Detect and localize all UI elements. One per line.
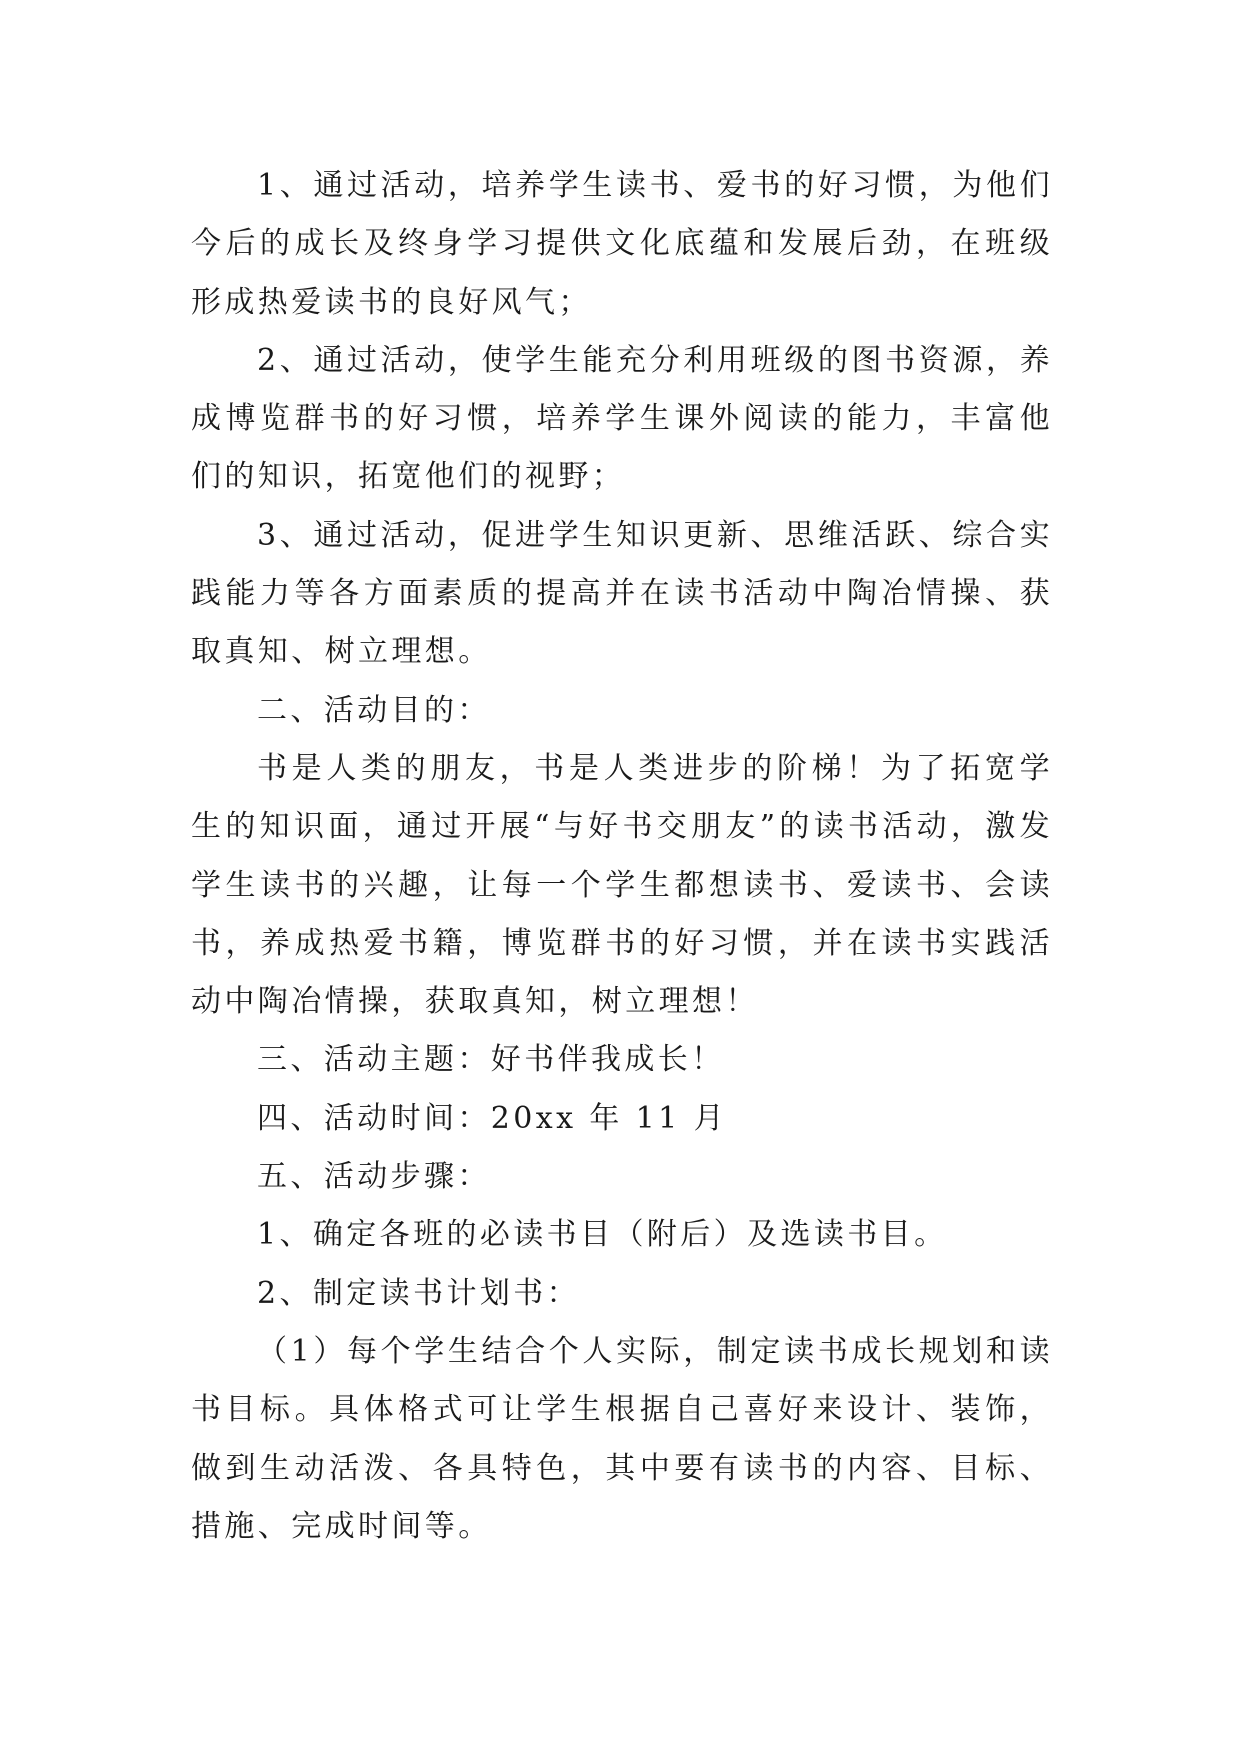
document-body (191, 157, 1053, 1556)
section-heading-time: 四、活动时间：20xx 年 11 月 (257, 1100, 727, 1136)
paragraph-goal-2: 2、通过活动，使学生能充分利用班级的图书资源，养成博览群书的好习惯，培养学生课外阅读的能力，丰富他们的知识，拓宽他们的视野； (191, 342, 1053, 495)
paragraph-goal-1: 1、通过活动，培养学生读书、爱书的好习惯，为他们今后的成长及终身学习提供文化底蕴和发展后劲，在班级形成热爱读书的良好风气； (191, 168, 1053, 320)
paragraph-goal-3: 3、通过活动，促进学生知识更新、思维活跃、综合实践能力等各方面素质的提高并在读书活动中陶冶情操、获取真知、树立理想。 (191, 517, 1053, 670)
step-item-2: 2、制定读书计划书： (257, 1275, 581, 1311)
step-item-1: 1、确定各班的必读书目（附后）及选读书目。 (257, 1217, 948, 1253)
section-heading-purpose: 二、活动目的： (257, 692, 491, 728)
step-subitem-1: （1）每个学生结合个人实际，制定读书成长规划和读书目标。具体格式可让学生根据自己喜好来设计、装饰，做到生动活泼、各具特色，其中要有读书的内容、目标、措施、完成时间等。 (191, 1333, 1053, 1544)
paragraph-purpose: 书是人类的朋友，书是人类进步的阶梯！为了拓宽学生的知识面，通过开展“与好书交朋友”的读书活动，激发学生读书的兴趣，让每一个学生都想读书、爱读书、会读书，养成热爱书籍，博览群书的好习惯，并在读书实践活动中陶冶情操，获取真知，树立理想！ (191, 750, 1053, 1020)
section-heading-steps: 五、活动步骤： (257, 1159, 491, 1195)
section-heading-theme: 三、活动主题：好书伴我成长！ (257, 1042, 725, 1078)
